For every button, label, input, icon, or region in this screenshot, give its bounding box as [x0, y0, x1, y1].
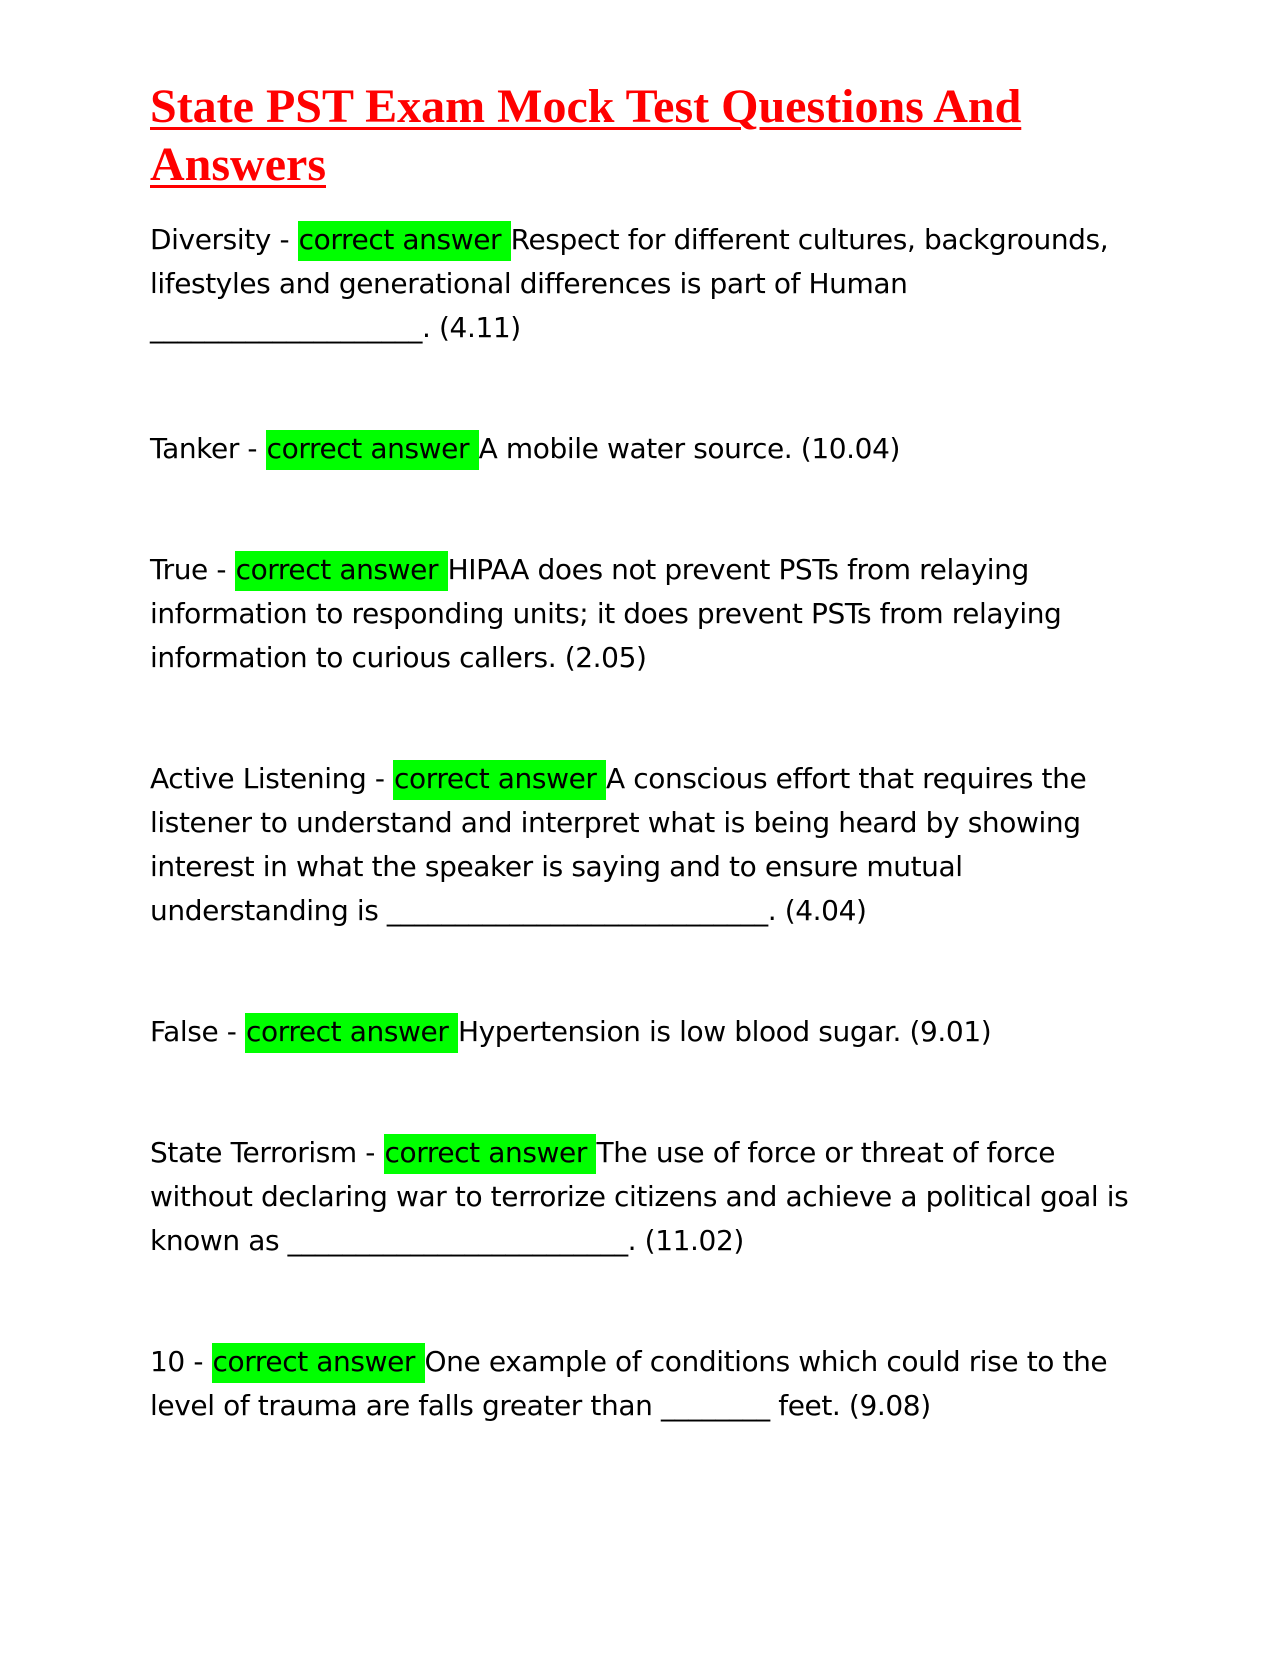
qa-item	[150, 427, 1130, 471]
qa-item	[150, 1131, 1130, 1263]
qa-term: State Terrorism -	[150, 1136, 384, 1169]
qa-term: Active Listening -	[150, 762, 394, 795]
correct-answer-highlight: correct answer	[384, 1134, 597, 1174]
correct-answer-highlight: correct answer	[266, 430, 479, 470]
qa-term: 10 -	[150, 1345, 212, 1378]
document-title: State PST Exam Mock Test Questions And Answers	[150, 80, 1022, 191]
qa-term: Tanker -	[150, 432, 266, 465]
qa-term: False -	[150, 1015, 245, 1048]
qa-definition: HIPAA does not prevent PSTs from relaying information to responding units; it does prevent PSTs from relaying information to curious callers. (2.05)	[150, 553, 1062, 674]
qa-definition: One example of conditions which could rise to the level of trauma are falls greater than ________ feet. (9.08)	[150, 1345, 1108, 1422]
qa-definition: Respect for different cultures, backgrounds, lifestyles and generational differences is part of Human ____________________. (4.11)	[150, 223, 1109, 344]
qa-term: Diversity -	[150, 223, 298, 256]
document-page	[150, 78, 1130, 1428]
qa-definition: Hypertension is low blood sugar. (9.01)	[457, 1015, 992, 1048]
qa-list	[150, 218, 1130, 1428]
correct-answer-highlight: correct answer	[245, 1013, 458, 1053]
qa-term: True -	[150, 553, 235, 586]
qa-definition: A conscious effort that requires the listener to understand and interpret what is being heard by showing interest in what the speaker is saying and to ensure mutual understanding is ____________________________. (4.04)	[150, 762, 1087, 927]
correct-answer-highlight: correct answer	[393, 760, 606, 800]
correct-answer-highlight: correct answer	[212, 1343, 425, 1383]
qa-item	[150, 1340, 1130, 1428]
qa-definition: A mobile water source. (10.04)	[478, 432, 901, 465]
correct-answer-highlight: correct answer	[298, 221, 511, 261]
qa-definition: The use of force or threat of force without declaring war to terrorize citizens and achieve a political goal is known as _________________________. (11.02)	[150, 1136, 1129, 1257]
qa-item	[150, 548, 1130, 680]
qa-item	[150, 757, 1130, 933]
qa-item	[150, 1010, 1130, 1054]
correct-answer-highlight: correct answer	[235, 551, 448, 591]
qa-item	[150, 218, 1130, 350]
